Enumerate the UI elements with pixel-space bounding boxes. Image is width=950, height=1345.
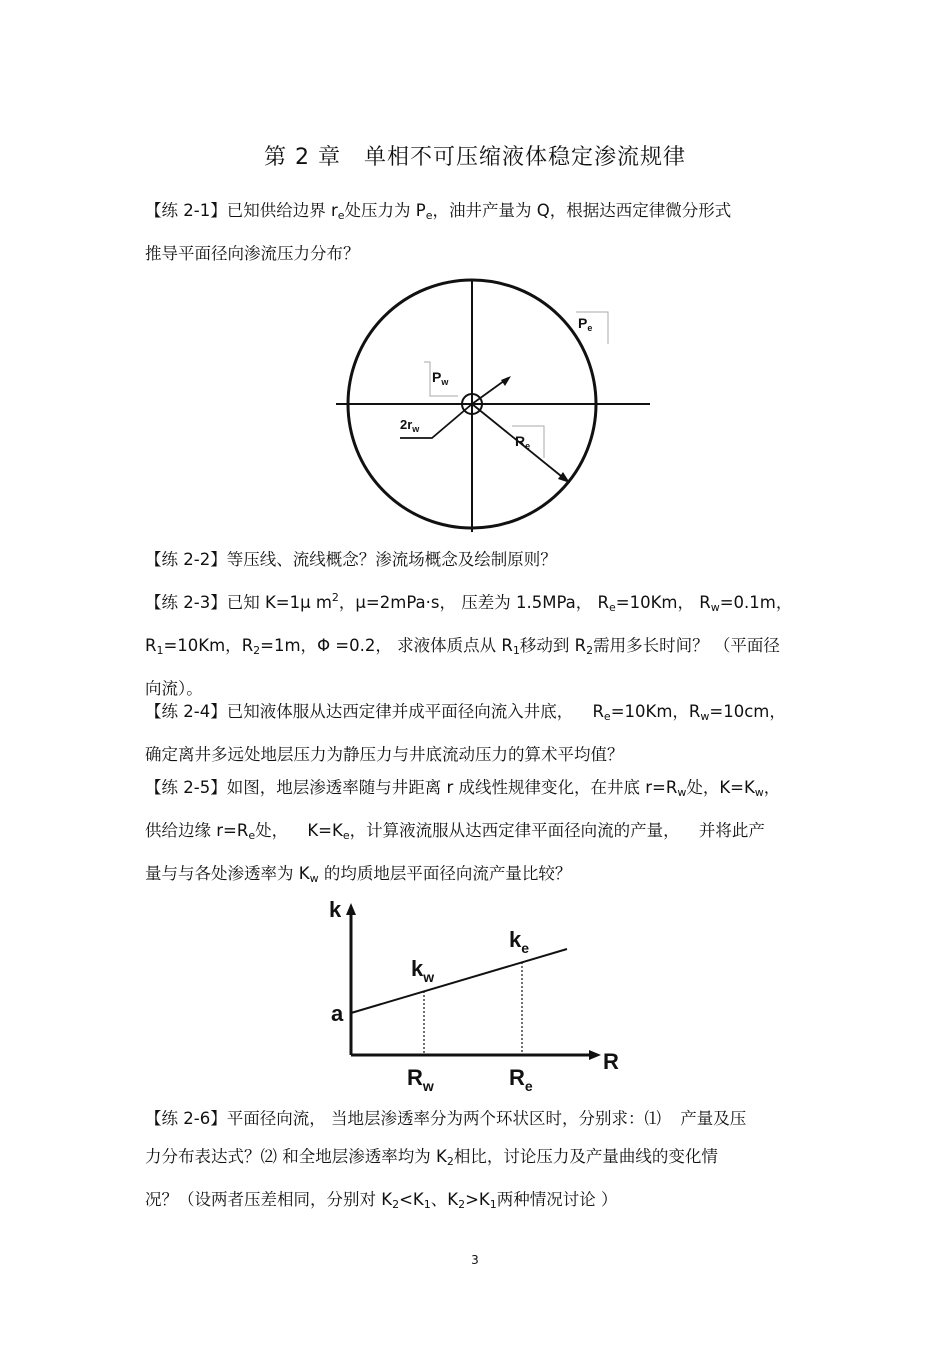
- subscript: w: [700, 710, 710, 723]
- exercise-label: 【练 2-6】: [145, 1109, 227, 1128]
- text: R: [597, 593, 609, 612]
- subscript: 2: [253, 644, 261, 657]
- text: 确定离井多远处地层压力为静压力与井底流动压力的算术平均值？: [145, 745, 624, 764]
- text: 当地层渗透率分为两个环状区时，分别求：⑴: [330, 1109, 661, 1128]
- subscript: e: [248, 829, 256, 842]
- text: K=K: [307, 821, 343, 840]
- text: r=R: [216, 821, 249, 840]
- text: 等压线、流线概念？渗流场概念及绘制原则？: [226, 550, 557, 569]
- text: <K: [399, 1190, 424, 1209]
- text: Φ =0.2，: [317, 636, 392, 655]
- text: 况？（设两者压差相同，分别对: [145, 1190, 376, 1209]
- text: 力分布表达式？⑵: [145, 1147, 277, 1166]
- page-title: 第 2 章 单相不可压缩液体稳定渗流规律: [264, 145, 686, 170]
- text: =10Km，: [610, 702, 689, 721]
- pw-label: $P_w$: [432, 369, 449, 387]
- rw-label: $2r_w$: [400, 417, 420, 434]
- text: =1m，: [260, 636, 318, 655]
- text: 平面径向流，: [226, 1109, 326, 1128]
- text: R: [241, 636, 254, 655]
- text: R: [592, 702, 604, 721]
- exercise-label: 【练 2-1】: [145, 201, 227, 220]
- rw-axis-label: $R_w$: [407, 1065, 434, 1094]
- permeability-line: [351, 949, 567, 1013]
- x-axis-arrowhead: [589, 1050, 601, 1060]
- text: K=1μ m: [264, 593, 332, 612]
- text: ，: [763, 778, 781, 797]
- exercise-label: 【练 2-5】: [145, 778, 227, 797]
- text: r=R: [645, 778, 678, 797]
- radial-flow-diagram: [330, 280, 660, 535]
- text: K: [447, 1190, 459, 1209]
- subscript: e: [337, 209, 345, 222]
- superscript: 2: [331, 591, 339, 604]
- text: 成线性规律变化，在井底: [458, 778, 640, 797]
- kw-label: $k_w$: [411, 956, 435, 985]
- text: Q: [536, 201, 550, 220]
- subscript: e: [342, 829, 350, 842]
- text: 向流）。: [145, 679, 203, 698]
- text: 两种情况讨论 ）: [496, 1190, 618, 1209]
- text: 的均质地层平面径向流产量比较？: [323, 864, 572, 883]
- subscript: w: [677, 786, 687, 799]
- subscript: 1: [512, 644, 520, 657]
- text: K: [381, 1190, 393, 1209]
- text: 、: [430, 1190, 448, 1209]
- text: ，根据达西定律微分形式: [549, 201, 732, 220]
- text: 已知供给边界: [226, 201, 326, 220]
- subscript: e: [425, 209, 433, 222]
- exercise-2-5: [145, 769, 810, 898]
- text: ，μ=2mPa·s，: [338, 593, 456, 612]
- exercise-label: 【练 2-4】: [145, 702, 227, 721]
- text: K=K: [719, 778, 755, 797]
- subscript: w: [309, 872, 319, 885]
- rw-arrowhead: [501, 376, 511, 386]
- y-axis-arrowhead: [346, 903, 356, 915]
- text: 量与与各处渗透率为: [145, 864, 294, 883]
- exercise-2-4: [145, 693, 810, 774]
- text: 供给边缘: [145, 821, 211, 840]
- re-arrowhead: [558, 472, 570, 483]
- text: =0.1m，: [719, 593, 793, 612]
- text: ，计算液流服从达西定律平面径向流的产量，: [349, 821, 680, 840]
- subscript: w: [710, 601, 720, 614]
- text: K: [436, 1147, 447, 1166]
- text: =10Km，: [615, 593, 694, 612]
- text: ，油井产量为: [432, 201, 532, 220]
- k-axis-label: k: [329, 897, 342, 922]
- r-axis-label: R: [603, 1049, 619, 1074]
- text: r: [330, 201, 338, 220]
- text: 已知: [226, 593, 260, 612]
- text: 处，: [686, 778, 720, 797]
- re-label: $R_e$: [515, 433, 531, 451]
- text: 处，: [255, 821, 289, 840]
- text: 需用多长时间？: [593, 636, 709, 655]
- text: R: [688, 702, 701, 721]
- ke-label: $k_e$: [509, 927, 530, 956]
- permeability-graph: [325, 895, 625, 1095]
- a-label: a: [331, 1001, 344, 1026]
- text: 产量及压: [680, 1109, 747, 1128]
- text: K: [298, 864, 310, 883]
- text: 压差为: [461, 593, 511, 612]
- exercise-2-3: [145, 579, 810, 708]
- text: （平面径: [713, 636, 780, 655]
- text: 移动到: [519, 636, 570, 655]
- text: =10Km，: [163, 636, 242, 655]
- re-axis-label: $R_e$: [509, 1065, 533, 1094]
- exercise-2-1: [145, 192, 810, 273]
- pe-label: $P_e$: [578, 315, 593, 333]
- subscript: 1: [156, 644, 164, 657]
- subscript: 2: [458, 1198, 466, 1211]
- text: P: [415, 201, 426, 220]
- text: R: [699, 593, 711, 612]
- text: 相比，讨论压力及产量曲线的变化情: [453, 1147, 718, 1166]
- text: 并将此产: [698, 821, 765, 840]
- text: 1.5MPa，: [515, 593, 593, 612]
- subscript: 2: [586, 644, 594, 657]
- exercise-2-2: [145, 541, 810, 579]
- exercise-2-6: [145, 1100, 810, 1224]
- exercise-label: 【练 2-2】: [145, 550, 227, 569]
- text: 已知液体服从达西定律并成平面径向流入井底，: [226, 702, 574, 721]
- text: R: [574, 636, 587, 655]
- subscript: w: [754, 786, 764, 799]
- subscript: 2: [446, 1155, 454, 1168]
- text: >K: [465, 1190, 490, 1209]
- text: 和全地层渗透率均为: [282, 1147, 431, 1166]
- text: 推导平面径向渗流压力分布？: [145, 244, 360, 263]
- subscript: e: [603, 710, 611, 723]
- subscript: e: [609, 601, 616, 614]
- text: =10cm，: [709, 702, 786, 721]
- page-number: 3: [471, 1253, 479, 1267]
- text: 处压力为: [344, 201, 411, 220]
- exercise-label: 【练 2-3】: [145, 593, 227, 612]
- text: R: [145, 636, 157, 655]
- text: R: [501, 636, 513, 655]
- text: r: [446, 778, 454, 797]
- subscript: 1: [423, 1198, 431, 1211]
- subscript: 2: [392, 1198, 400, 1211]
- text: 如图，地层渗透率随与井距离: [226, 778, 442, 797]
- subscript: 1: [489, 1198, 497, 1211]
- text: 求液体质点从: [397, 636, 497, 655]
